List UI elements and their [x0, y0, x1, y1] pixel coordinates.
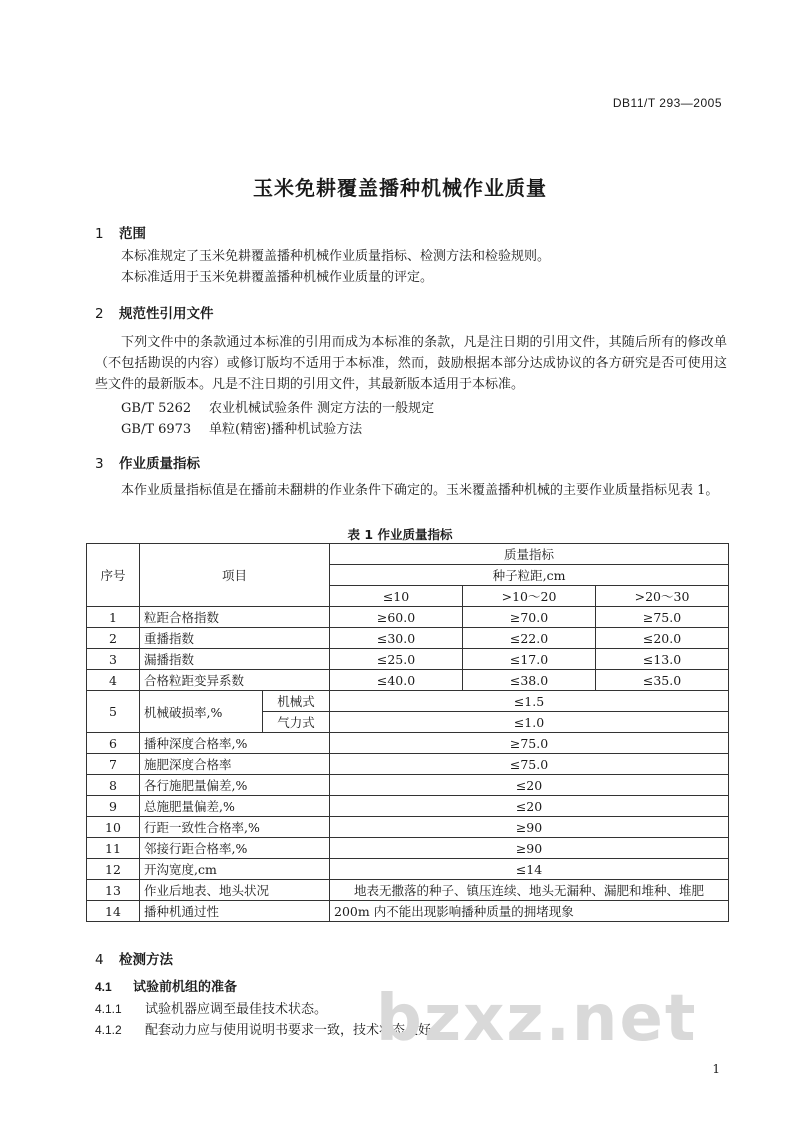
header-seq: 序号 [87, 544, 140, 607]
table-row [87, 796, 729, 817]
header-spacing-range: >20～30 [596, 586, 729, 607]
section-number: 4 [95, 952, 104, 968]
row-value: ≤38.0 [463, 670, 596, 691]
row-number: 10 [87, 817, 140, 838]
row-number: 3 [87, 649, 140, 670]
table-row [87, 880, 729, 901]
row-number: 14 [87, 901, 140, 922]
row-value: ≤20 [330, 796, 729, 817]
row-item: 重播指数 [140, 628, 330, 649]
row-item: 粒距合格指数 [140, 607, 330, 628]
subsection-number: 4.1 [95, 980, 112, 994]
clause-text: 试验机器应调至最佳技术状态。 [145, 1002, 328, 1017]
row-item: 漏播指数 [140, 649, 330, 670]
row-value: ≤13.0 [596, 649, 729, 670]
row-value: ≤22.0 [463, 628, 596, 649]
section-title: 规范性引用文件 [119, 306, 214, 322]
watermark: bzxz.net [376, 982, 698, 1056]
section-4-heading [95, 948, 173, 968]
table-row [87, 775, 729, 796]
reference-code: GB/T 5262 [121, 401, 192, 416]
row-item: 总施肥量偏差,% [140, 796, 330, 817]
row-value: ≤40.0 [330, 670, 463, 691]
row-item: 邻接行距合格率,% [140, 838, 330, 859]
row-number: 11 [87, 838, 140, 859]
section-title: 检测方法 [119, 952, 173, 968]
row-value: ≥60.0 [330, 607, 463, 628]
page-number: 1 [712, 1062, 720, 1076]
table-row [87, 670, 729, 691]
normative-reference [121, 397, 434, 416]
section-title: 范围 [119, 226, 146, 242]
row-value: ≤1.0 [330, 712, 729, 733]
row-number: 5 [87, 691, 140, 733]
document-title: 玉米免耕覆盖播种机械作业质量 [253, 176, 547, 200]
row-value: ≤20 [330, 775, 729, 796]
reference-code: GB/T 6973 [121, 422, 192, 437]
row-item: 各行施肥量偏差,% [140, 775, 330, 796]
section-number: 2 [95, 306, 104, 322]
table-row [87, 859, 729, 880]
row-value: ≥90 [330, 838, 729, 859]
clause-text: 配套动力应与使用说明书要求一致，技术状态良好。 [145, 1023, 445, 1038]
header-quality: 质量指标 [330, 544, 729, 565]
standard-number: DB11/T 293—2005 [612, 96, 722, 110]
clause-number: 4.1.1 [95, 1002, 122, 1016]
row-item: 行距一致性合格率,% [140, 817, 330, 838]
table-row [87, 754, 729, 775]
row-value: ≥75.0 [596, 607, 729, 628]
row-value: ≤17.0 [463, 649, 596, 670]
clause-4-1-1 [95, 998, 327, 1017]
table-row [87, 607, 729, 628]
section-title: 作业质量指标 [119, 456, 200, 472]
quality-index-table [86, 543, 729, 922]
table-row [87, 649, 729, 670]
section-3-heading [95, 452, 200, 472]
header-item: 项目 [140, 544, 330, 607]
clause-number: 4.1.2 [95, 1023, 122, 1037]
section-1-heading [95, 222, 146, 242]
header-spacing-range: >10～20 [463, 586, 596, 607]
row-value: 地表无撒落的种子、镇压连续、地头无漏种、漏肥和堆种、堆肥 [330, 880, 729, 901]
row-value: ≥75.0 [330, 733, 729, 754]
header-spacing-range: ≤10 [330, 586, 463, 607]
table-row [87, 817, 729, 838]
row-value: ≥90 [330, 817, 729, 838]
row-value: ≥70.0 [463, 607, 596, 628]
section-1-paragraph-2: 本标准适用于玉米免耕覆盖播种机械作业质量的评定。 [121, 270, 434, 285]
row-value: ≤20.0 [596, 628, 729, 649]
row-value: ≤1.5 [330, 691, 729, 712]
row-value: ≤35.0 [596, 670, 729, 691]
row-item: 播种机通过性 [140, 901, 330, 922]
section-number: 3 [95, 456, 104, 472]
row-item: 施肥深度合格率 [140, 754, 330, 775]
row-number: 1 [87, 607, 140, 628]
row-number: 9 [87, 796, 140, 817]
normative-reference [121, 418, 362, 437]
table-row [87, 691, 729, 712]
row-value: ≤14 [330, 859, 729, 880]
row-value: ≤30.0 [330, 628, 463, 649]
section-3-paragraph-1: 本作业质量指标值是在播前未翻耕的作业条件下确定的。玉米覆盖播种机械的主要作业质量指标见表 1。 [121, 483, 719, 498]
table-row [87, 838, 729, 859]
subsection-4-1-heading [95, 976, 237, 995]
header-seed-spacing: 种子粒距,cm [330, 565, 729, 586]
table-caption: 表 1 作业质量指标 [347, 527, 453, 542]
table-row [87, 733, 729, 754]
row-item: 合格粒距变异系数 [140, 670, 330, 691]
table-row [87, 901, 729, 922]
table-row [87, 628, 729, 649]
row-number: 4 [87, 670, 140, 691]
row-number: 8 [87, 775, 140, 796]
row-number: 6 [87, 733, 140, 754]
row-subtype: 机械式 [263, 691, 330, 712]
reference-title: 单粒(精密)播种机试验方法 [209, 422, 363, 437]
row-number: 12 [87, 859, 140, 880]
row-number: 2 [87, 628, 140, 649]
section-2-heading [95, 302, 214, 322]
row-value: ≤25.0 [330, 649, 463, 670]
row-item: 机械破损率,% [140, 691, 263, 733]
row-number: 7 [87, 754, 140, 775]
reference-title: 农业机械试验条件 测定方法的一般规定 [209, 401, 435, 416]
row-value: 200m 内不能出现影响播种质量的拥堵现象 [330, 901, 729, 922]
row-item: 播种深度合格率,% [140, 733, 330, 754]
row-item: 作业后地表、地头状况 [140, 880, 330, 901]
row-number: 13 [87, 880, 140, 901]
subsection-title: 试验前机组的准备 [133, 980, 238, 995]
section-2-paragraph-1: 下列文件中的条款通过本标准的引用而成为本标准的条款，凡是注日期的引用文件，其随后所有的修改单（不包括勘误的内容）或修订版均不适用于本标准，然而，鼓励根据本部分达成协议的各方研究是否可使用这些文件的最新版本。凡是不注日期的引用文件，其最新版本适用于本标准。 [95, 335, 727, 392]
section-1-paragraph-1: 本标准规定了玉米免耕覆盖播种机械作业质量指标、检测方法和检验规则。 [121, 249, 551, 264]
section-number: 1 [95, 226, 104, 242]
row-value: ≤75.0 [330, 754, 729, 775]
row-item: 开沟宽度,cm [140, 859, 330, 880]
row-subtype: 气力式 [263, 712, 330, 733]
